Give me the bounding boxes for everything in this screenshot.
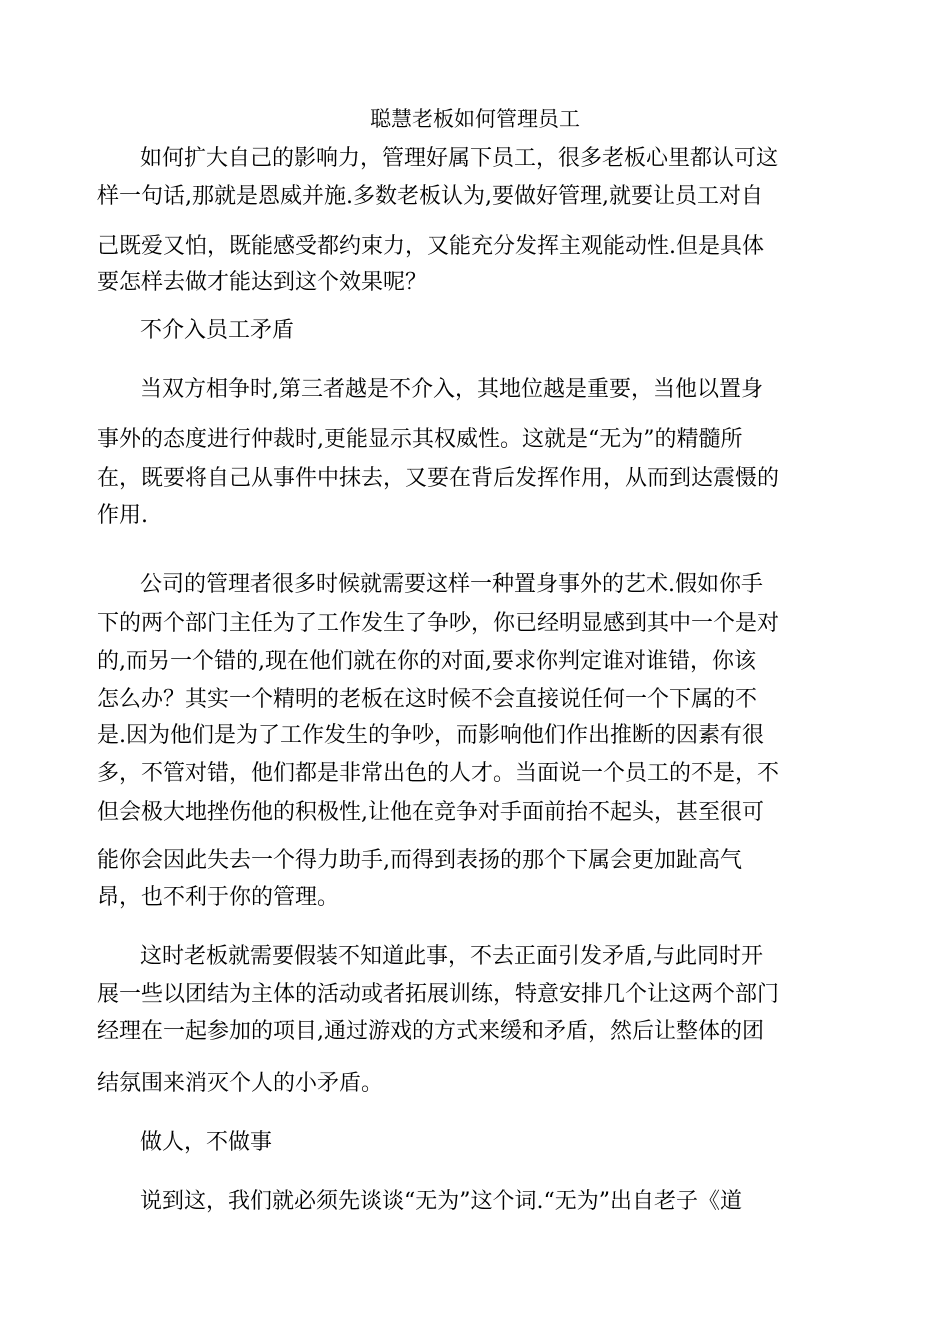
paragraph-line: 这时老板就需要假装不知道此事，不去正面引发矛盾,与此同时开 (140, 944, 763, 969)
paragraph-line: 在，既要将自己从事件中抹去，又要在背后发挥作用，从而到达震慑的 (97, 466, 780, 491)
paragraph-line: 当双方相争时,第三者越是不介入，其地位越是重要，当他以置身 (140, 377, 763, 402)
section-heading: 不介入员工矛盾 (140, 318, 295, 343)
paragraph-line: 但会极大地挫伤他的积极性,让他在竞争对手面前抬不起头，甚至很可 (97, 800, 764, 825)
paragraph-line: 的,而另一个错的,现在他们就在你的对面,要求你判定谁对谁错，你该 (97, 649, 756, 674)
paragraph-line: 如何扩大自己的影响力，管理好属下员工，很多老板心里都认可这 (140, 146, 779, 171)
paragraph-line: 作用. (97, 503, 148, 528)
paragraph-line: 能你会因此失去一个得力助手,而得到表扬的那个下属会更加趾高气 (97, 848, 742, 873)
document-title: 聪慧老板如何管理员工 (370, 107, 580, 131)
paragraph-line: 多，不管对错，他们都是非常出色的人才。当面说一个员工的不是，不 (97, 761, 780, 786)
paragraph-line: 事外的态度进行仲裁时,更能显示其权威性。这就是“无为”的精髓所 (97, 427, 743, 452)
paragraph-line: 是.因为他们是为了工作发生的争吵，而影响他们作出推断的因素有很 (97, 723, 764, 748)
paragraph-line: 下的两个部门主任为了工作发生了争吵，你已经明显感到其中一个是对 (97, 611, 780, 636)
paragraph-line: 要怎样去做才能达到这个效果呢？ (97, 270, 428, 295)
paragraph-line: 展一些以团结为主体的活动或者拓展训练，特意安排几个让这两个部门 (97, 982, 780, 1007)
section-heading: 做人，不做事 (140, 1130, 273, 1155)
paragraph-line: 结氛围来消灭个人的小矛盾。 (97, 1071, 384, 1096)
paragraph-line: 说到这，我们就必须先谈谈“无为”这个词.“无为”出自老子《道 (140, 1189, 742, 1214)
paragraph-line: 样一句话,那就是恩威并施.多数老板认为,要做好管理,就要让员工对自 (97, 184, 763, 209)
paragraph-line: 己既爱又怕，既能感受都约束力，又能充分发挥主观能动性.但是具体 (97, 234, 764, 259)
paragraph-line: 怎么办？其实一个精明的老板在这时候不会直接说任何一个下属的不 (97, 687, 758, 712)
paragraph-line: 昂，也不利于你的管理。 (97, 885, 340, 910)
paragraph-line: 经理在一起参加的项目,通过游戏的方式来缓和矛盾，然后让整体的团 (97, 1019, 764, 1044)
paragraph-line: 公司的管理者很多时候就需要这样一种置身事外的艺术.假如你手 (140, 572, 763, 597)
